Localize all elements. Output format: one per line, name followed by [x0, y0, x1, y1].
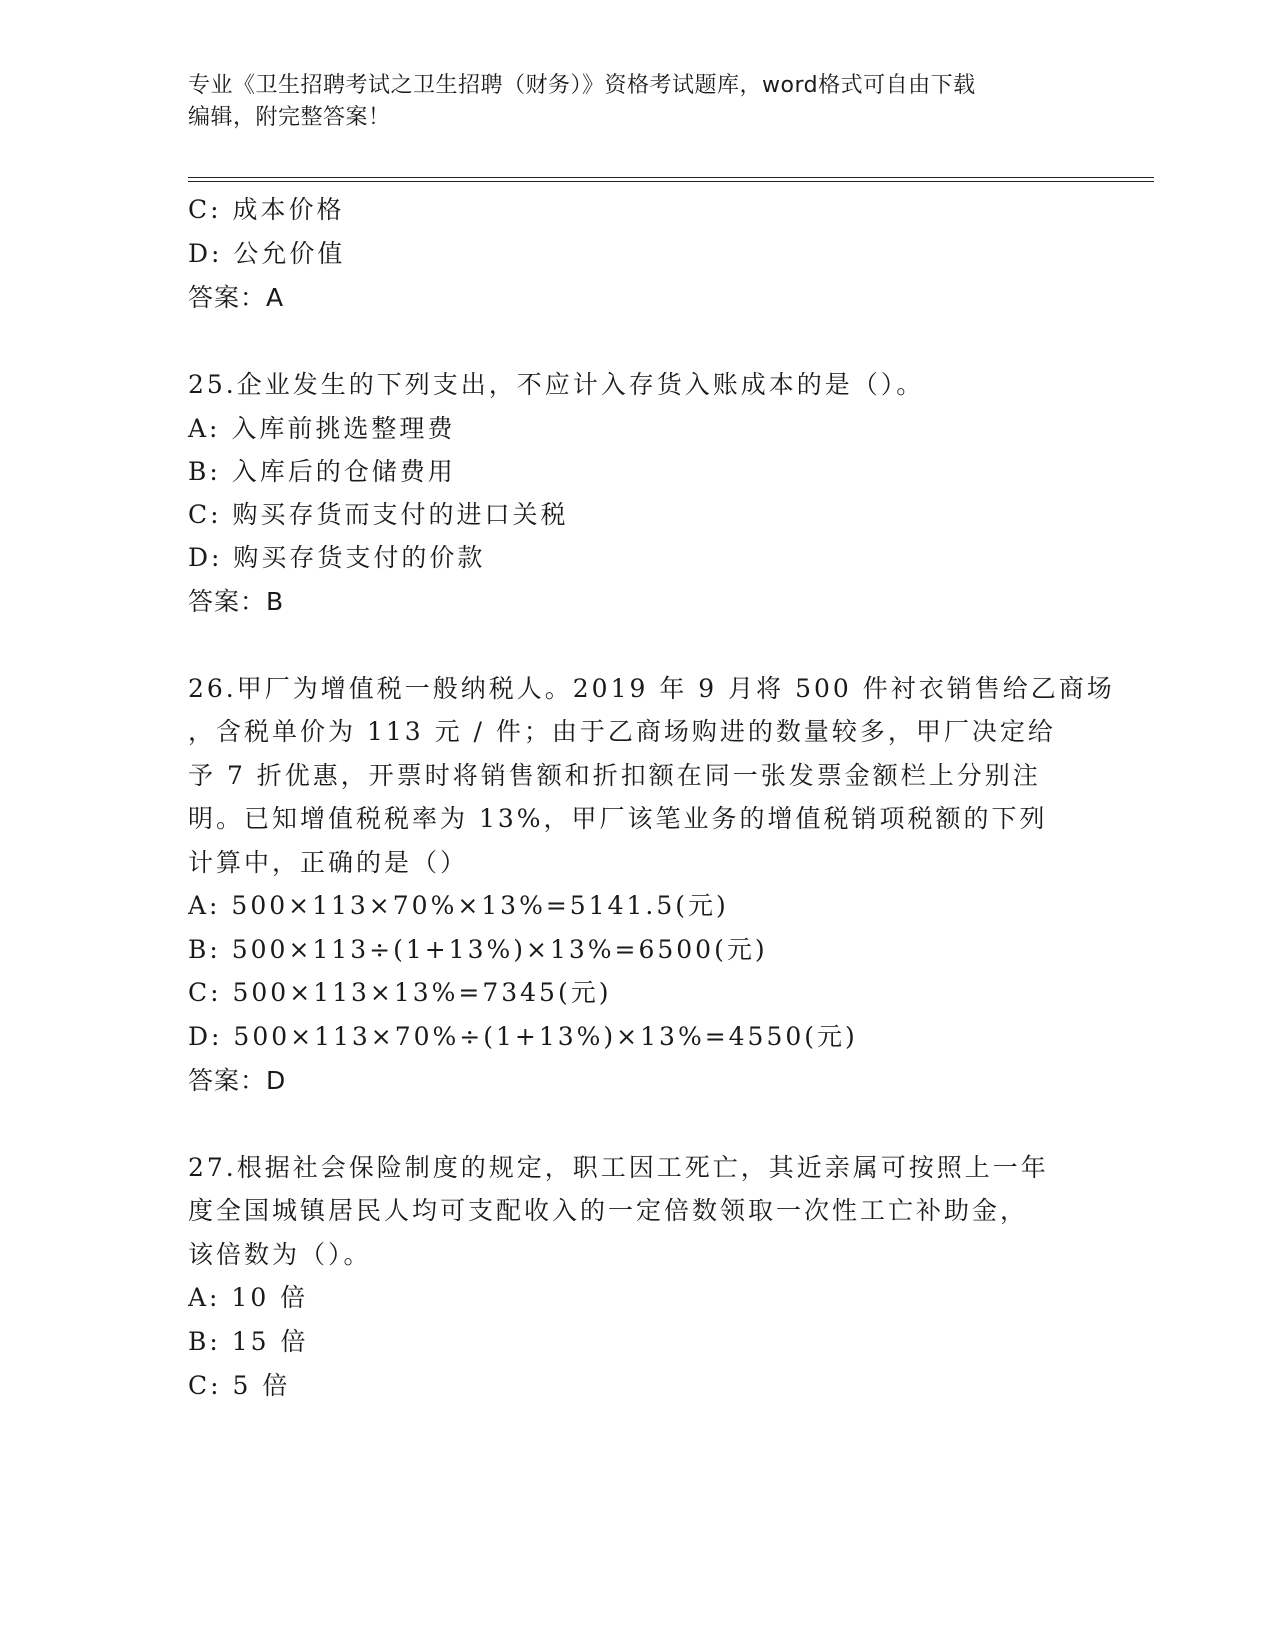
q25-option-b: B: 入库后的仓储费用 — [188, 457, 456, 486]
q27-stem-line-2: 度全国城镇居民人均可支配收入的一定倍数领取一次性工亡补助金， — [188, 1196, 1029, 1225]
q24-option-d: D: 公允价值 — [188, 239, 346, 268]
q27-option-c: C: 5 倍 — [188, 1371, 291, 1400]
q27-stem-line-3: 该倍数为（）。 — [188, 1240, 372, 1269]
q25-stem: 25.企业发生的下列支出，不应计入存货入账成本的是（）。 — [188, 370, 925, 399]
header-line-1: 专业《卫生招聘考试之卫生招聘（财务）》资格考试题库，word格式可自由下载 — [188, 73, 976, 98]
header-divider-bottom — [188, 181, 1154, 182]
q27-option-b: B: 15 倍 — [188, 1327, 309, 1356]
q25-answer: 答案：B — [188, 587, 285, 616]
q26-option-d: D: 500×113×70%÷(1+13%)×13%=4550(元) — [188, 1022, 858, 1051]
q26-answer: 答案：D — [188, 1066, 287, 1095]
header-divider-top — [188, 177, 1154, 178]
q26-stem-line-5: 计算中，正确的是（） — [188, 848, 469, 877]
q24-answer: 答案：A — [188, 283, 285, 312]
q26-stem-line-2: ，含税单价为 113 元 / 件；由于乙商场购进的数量较多，甲厂决定给 — [188, 717, 1056, 746]
q27-option-a: A: 10 倍 — [188, 1283, 309, 1312]
q26-stem-line-1: 26.甲厂为增值税一般纳税人。2019 年 9 月将 500 件衬衣销售给乙商场 — [188, 674, 1115, 703]
q26-stem-line-4: 明。已知增值税税率为 13%，甲厂该笔业务的增值税销项税额的下列 — [188, 804, 1048, 833]
document-header — [188, 70, 1088, 134]
q26-option-c: C: 500×113×13%=7345(元) — [188, 978, 612, 1007]
q25-option-a: A: 入库前挑选整理费 — [188, 414, 456, 443]
q24-option-c: C: 成本价格 — [188, 195, 345, 224]
q25-option-c: C: 购买存货而支付的进口关税 — [188, 500, 569, 529]
q26-option-b: B: 500×113÷(1+13%)×13%=6500(元) — [188, 935, 768, 964]
q26-option-a: A: 500×113×70%×13%=5141.5(元) — [188, 891, 729, 920]
q26-stem-line-3: 予 7 折优惠，开票时将销售额和折扣额在同一张发票金额栏上分别注 — [188, 761, 1041, 790]
q25-option-d: D: 购买存货支付的价款 — [188, 543, 486, 572]
q27-stem-line-1: 27.根据社会保险制度的规定，职工因工死亡，其近亲属可按照上一年 — [188, 1153, 1049, 1182]
header-line-2: 编辑，附完整答案！ — [188, 105, 391, 130]
